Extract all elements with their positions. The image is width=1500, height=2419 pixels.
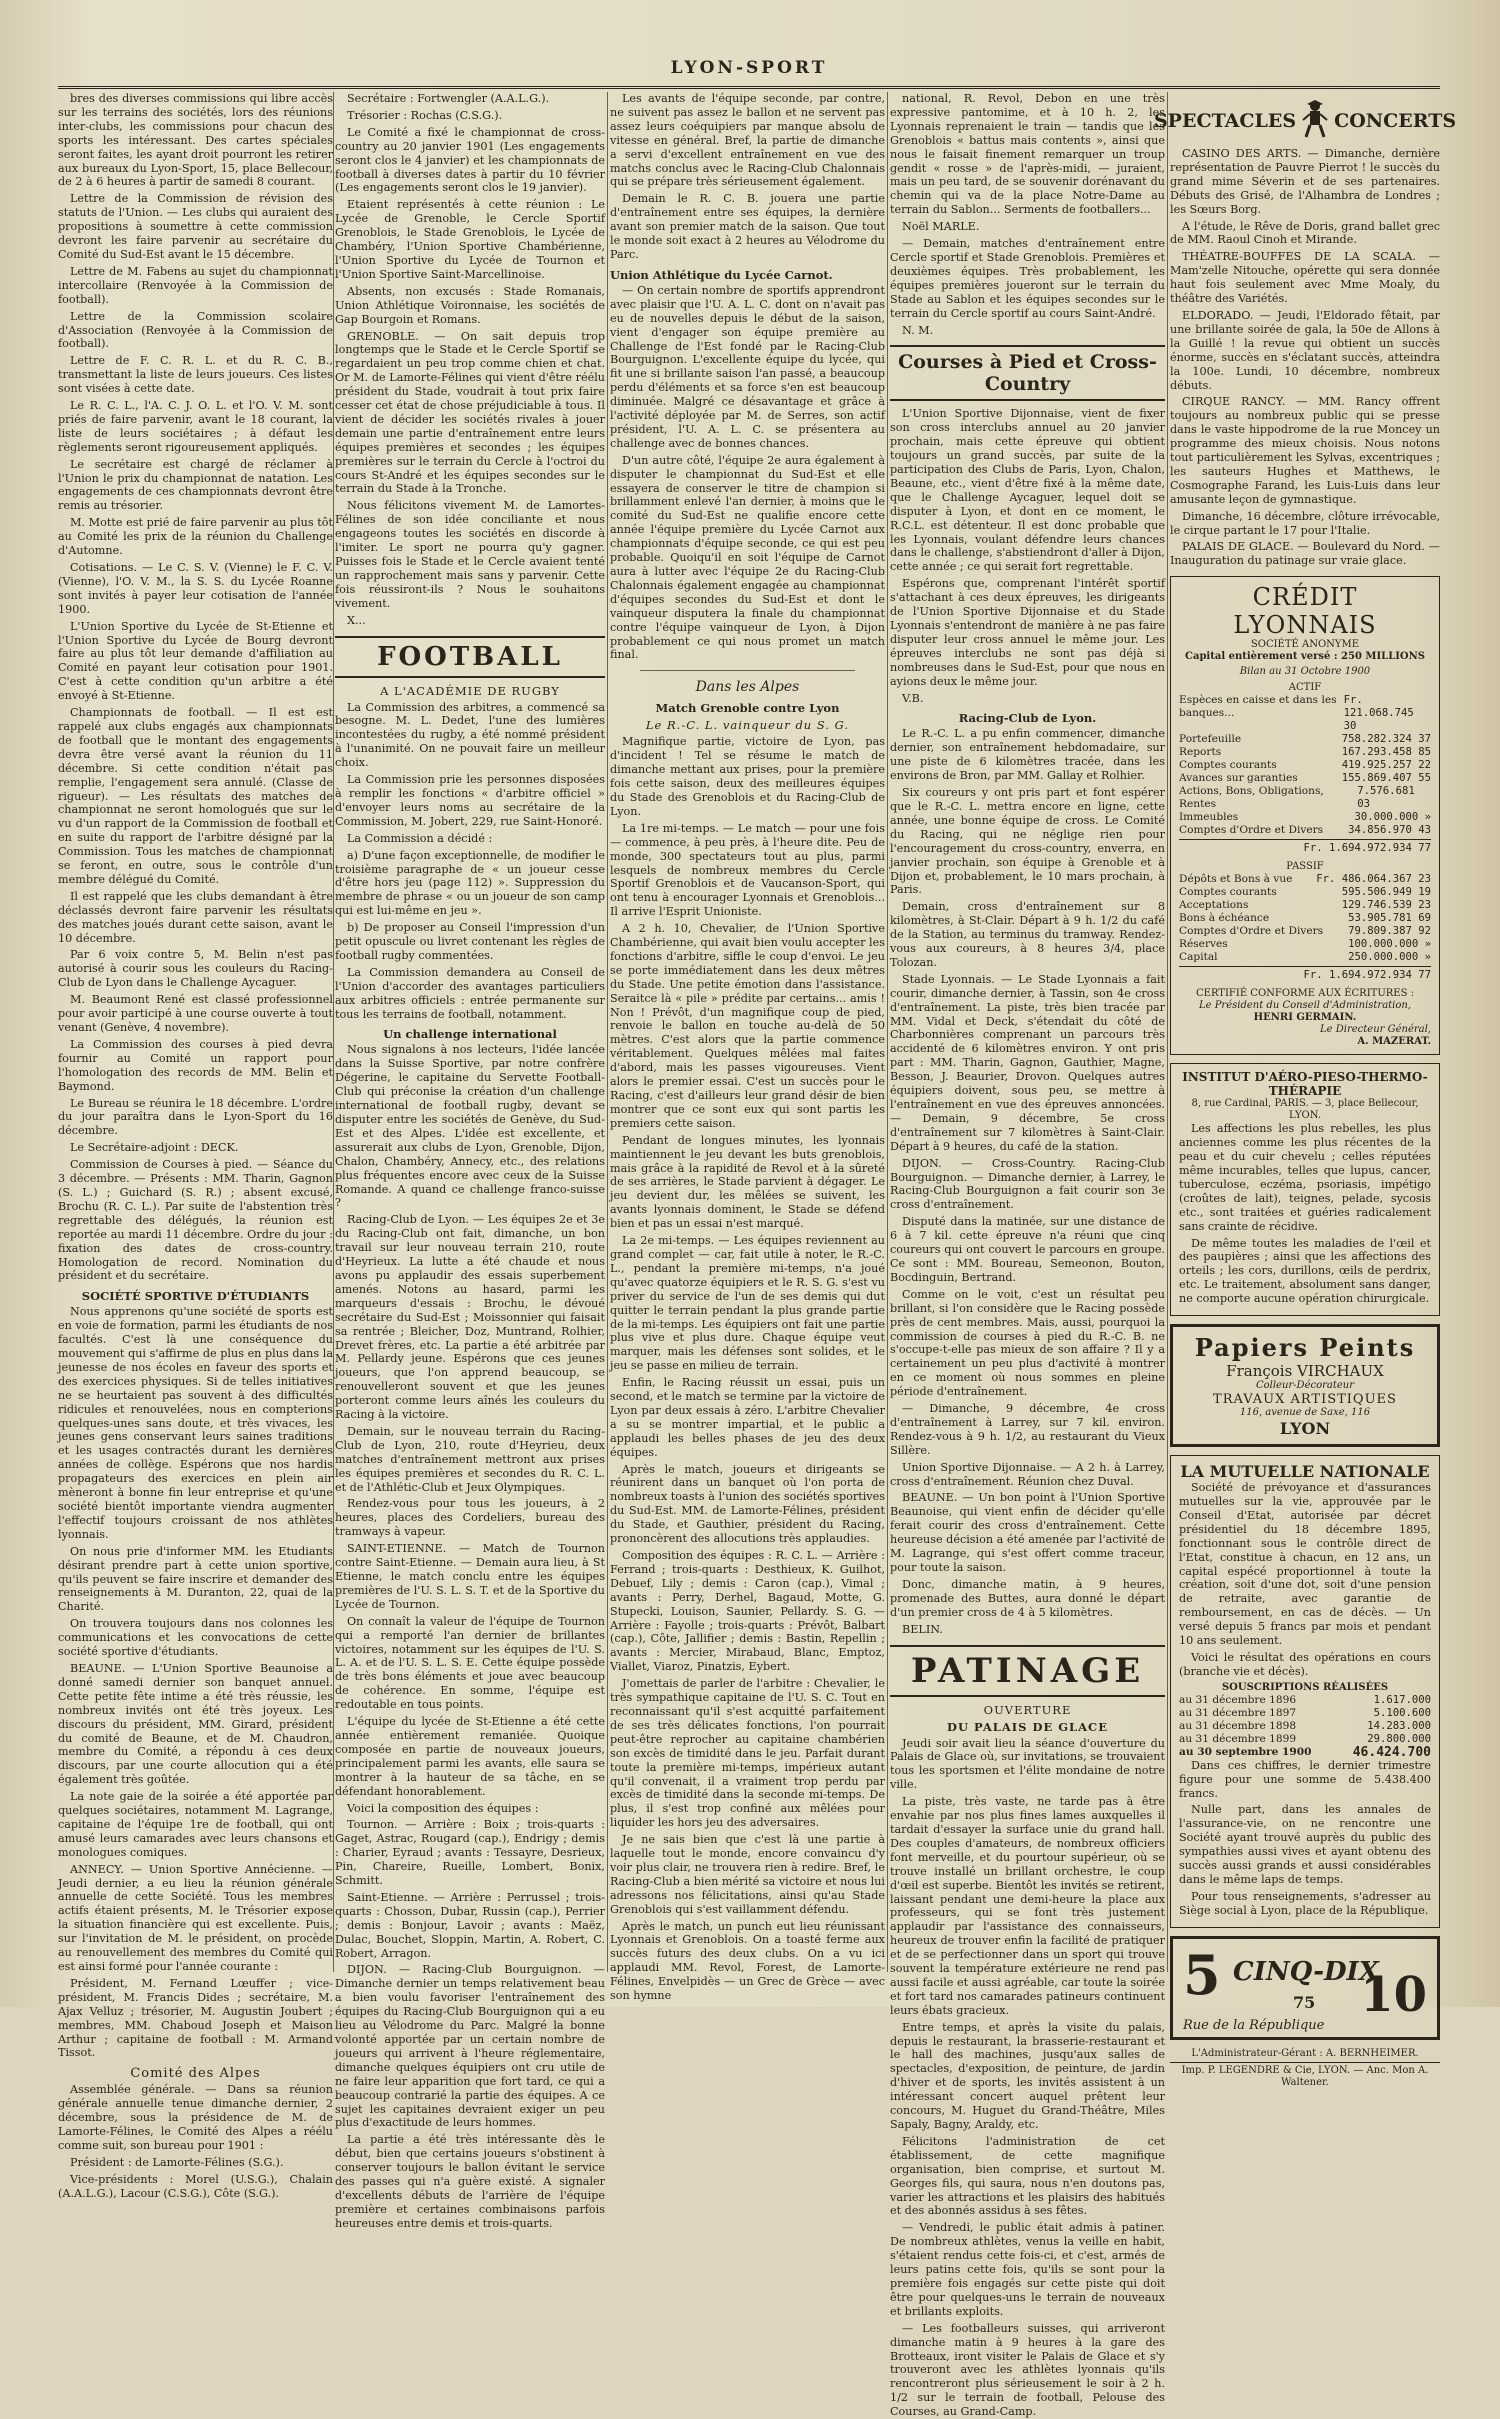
- signature: Noël MARLE.: [902, 220, 980, 234]
- row-label: au 31 décembre 1898: [1179, 1719, 1297, 1732]
- paragraph: La Commission prie les personnes disposées à remplir les fonctions « d'arbitre officiel » d'envoyer leurs noms au secrétaire de la Commission, M. Jobert, 229, rue Saint-Honoré.: [335, 773, 605, 828]
- table-row: [1179, 1707, 1431, 1720]
- row-label: Comptes d'Ordre et Divers: [1179, 824, 1324, 837]
- ad-title: INSTITUT D'AÉRO-PIESO-THERMO-THÉRAPIE: [1182, 1070, 1428, 1099]
- paragraph: Il est rappelé que les clubs demandant à être déclassés devront faire parvenir les résultats des matches joués durant cette saison, avant le 10 décembre.: [58, 889, 333, 945]
- row-value: 419.925.257 22: [1341, 759, 1431, 772]
- row-label: Acceptations: [1179, 899, 1249, 912]
- ad-title: CRÉDIT LYONNAIS: [1233, 583, 1377, 640]
- paragraph: La Commission demandera au Conseil de l'Union d'accorder des avantages particuliers aux arbitres officiels : entrée permanente sur tous les terrains de football, notamment.: [335, 965, 605, 1021]
- paragraph: — Vendredi, le public était admis à patiner. De nombreux athlètes, venus la veille en habit, s'étaient rendus cette fois-ci, et c'est, armés de leurs patins cette fois, qu'ils se sont pour la première fois engagés sur cette piste qui doit être pour quelques-uns le terrain de nouveaux et brillants exploits.: [890, 2221, 1165, 2318]
- paragraph: A l'étude, le Rêve de Doris, grand ballet grec de MM. Raoul Cinoh et Mirande.: [1170, 219, 1440, 247]
- paragraph: Donc, dimanche matin, à 9 heures, promenade des Buttes, aura donné le départ d'un premier cross de 4 à 5 kilomètres.: [890, 1577, 1165, 1619]
- signatory-title: Le Président du Conseil d'Administration,: [1198, 1000, 1412, 1012]
- row-value: Fr. 486.064.367 23: [1316, 873, 1431, 886]
- paragraph: ANNECY. — Union Sportive Annécienne. — Jeudi dernier, a eu lieu la réunion générale annuelle de cette Société. Tous les membres actifs étaient présents, M. le Trésorier expose la situation financière qui est excellente. Puis, sur l'invitation de M. le président, on procède au renouvellement des membres du Comité qui est ainsi formé pour l'année courante :: [58, 1862, 333, 1973]
- section-subtitle: Le R.-C. L. vainqueur du S. G.: [645, 718, 850, 733]
- row-value: 758.282.324 37: [1341, 733, 1431, 746]
- row-label: Dépôts et Bons à vue: [1179, 873, 1293, 886]
- paragraph: Disputé dans la matinée, sur une distance de 6 à 7 kil. cette épreuve n'a réuni que cinq coureurs qui ont couvert le parcours en groupe. Ce sont : MM. Boureau, Semeonon, Bouton, Bocdinguin, Bertrand.: [890, 1215, 1165, 1284]
- paragraph: Absents, non excusés : Stade Romanais, Union Athlétique Voironnaise, les sociétés de Gap Bourgoin et Romans.: [335, 284, 605, 326]
- paragraph: Tournon. — Arrière : Boix ; trois-quarts : Gaget, Astrac, Rougard (cap.), Endrigy ; demis : Charier, Eyraud ; avants : Tessayre, Desrieux, Pin, Chareire, Rueille, Lombert, Bonix, Schmitt.: [335, 1818, 605, 1888]
- paragraph: De même toutes les maladies de l'œil et des paupières ; ainsi que les affections des orteils ; les cors, durillons, œils de perdrix, etc. Le traitement, absolument sans danger, ne comporte aucune opération chirurgicale.: [1179, 1236, 1431, 1306]
- paragraph: Rendez-vous pour tous les joueurs, à 2 heures, places des Cordeliers, bureau des tramways à vapeur.: [335, 1497, 605, 1539]
- actif-label: ACTIF: [1288, 682, 1322, 694]
- paragraph: b) De proposer au Conseil l'impression d'un petit opuscule ou livret contenant les règles de football rugby commentées.: [335, 921, 605, 962]
- paragraph: Le secrétaire est chargé de réclamer à l'Union le prix du championnat de natation. Les engagements de ces championnats devront être remis au trésorier.: [58, 457, 333, 513]
- row-label: au 31 décembre 1899: [1179, 1732, 1297, 1745]
- paragraph: M. Beaumont René est classé professionnel pour avoir participé à une course ouverte à tout venant (Genève, 4 novembre).: [58, 993, 333, 1034]
- column-rule: [333, 92, 334, 1972]
- patinage-title: PATINAGE: [890, 1645, 1165, 1697]
- paragraph: Le Comité a fixé le championnat de cross-country au 20 janvier 1901 (Les engagements seront clos le 4 janvier) et les championnats de football à diverses dates à partir du 10 février (Les engagements seront clos le 19 janvier).: [335, 125, 605, 195]
- paragraph: La partie a été très intéressante dès le début, bien que certains joueurs s'obstinent à conserver toujours le ballon évitant le service des passes qui n'a guère existé. A signaler d'excellents débuts de l'arrière de l'équipe première et certaines combinaisons parfois heureuses entre demis et trois-quarts.: [335, 2133, 605, 2230]
- ad-address: Rue de la République: [1183, 2017, 1325, 2033]
- row-value: 100.000.000 »: [1348, 938, 1431, 951]
- paragraph: Enfin, le Racing réussit un essai, puis un second, et le match se termine par la victoire de Lyon par deux essais à zéro. L'arbitre Chevalier a su se montrer impartial, et le public a applaudi les belles phases de jeu des deux équipes.: [610, 1376, 885, 1459]
- paragraph: — Dimanche, 9 décembre, 4e cross d'entraînement à Larrey, sur 7 kil. environ. Rendez-vous à 9 h. 1/2, au restaurant du Vieux Sillère.: [890, 1402, 1165, 1457]
- table-row: [1179, 746, 1431, 759]
- row-label: Comptes d'Ordre et Divers: [1179, 925, 1324, 938]
- table-row: [1179, 759, 1431, 772]
- row-value: 1.617.000: [1373, 1693, 1431, 1706]
- paragraph: La 1re mi-temps. — Le match — pour une fois — commence, à peu près, à l'heure dite. Peu de monde, 300 spectateurs tout au plus, parmi lesquels de nombreux membres du Cercle Sportif Grenoblois et de Vaucanson-Sport, qui ont tenu à encourager Lyonnais et Grenoblois... Il arrive l'Esprit Unioniste.: [610, 821, 885, 919]
- paragraph: Je ne sais bien que c'est là une partie à laquelle tout le monde, encore convaincu d'y voir plus clair, ne trouvera rien à redire. Bref, le Racing-Club a bien mérité sa victoire et nous lui adressons nos félicitations, ainsi qu'au Stade Grenoblois qui s'est vaillamment défendu.: [610, 1833, 885, 1916]
- paragraph: Entre temps, et après la visite du palais, depuis le restaurant, la brasserie-restaurant et le hall des machines, jusqu'aux salles de spectacles, d'exposition, de peinture, de jardin d'hiver et de sports, les invités assistent à un intéressant concert auquel prêtent leur concours, M. Huguet du Grand-Théâtre, Miles Sapaly, Bagny, Araldy, etc.: [890, 2020, 1165, 2131]
- paragraph: On connaît la valeur de l'équipe de Tournon qui a remporté l'an dernier de brillantes victoires, notamment sur les équipes de l'U. S. L. A. et de l'U. S. L. S. E. Cette équipe possède de très bons éléments et joue avec beaucoup de cohérence. En somme, l'équipe est redoutable en tous points.: [335, 1614, 605, 1712]
- column-rule: [887, 92, 888, 1972]
- column-1: [58, 92, 333, 2200]
- paragraph: Pour tous renseignements, s'adresser au Siège social à Lyon, place de la République.: [1179, 1889, 1431, 1917]
- ad-subtitle: SOCIÉTÉ ANONYME: [1250, 639, 1360, 651]
- table-row: [1179, 772, 1431, 785]
- section-heading: Match Grenoble contre Lyon: [655, 701, 840, 716]
- paragraph: La Commission des courses à pied devra fournir au Comité un rapport pour l'homologation des records de MM. Belin et Baymond.: [58, 1037, 333, 1093]
- paragraph: Les avants de l'équipe seconde, par contre, ne suivent pas assez le ballon et ne servent pas assez leurs coéquipiers par manque absolu de vitesse en général. Bref, la partie de dimanche a servi d'excellent entraînement en vue des matchs conclus avec le Racing-Club Chalonnais qui se prépare très sérieusement également.: [610, 92, 885, 189]
- table-row: [1179, 824, 1431, 837]
- paragraph: Voici le résultat des opérations en cours (branche vie et décès).: [1179, 1650, 1431, 1678]
- signature: Le Secrétaire-adjoint : DECK.: [70, 1141, 239, 1155]
- row-label: Bons à échéance: [1179, 912, 1270, 925]
- column-4: [890, 92, 1165, 2419]
- ad-number: 75: [1293, 1992, 1316, 2012]
- section-subtitle: OUVERTURE: [983, 1702, 1072, 1717]
- papiers-peints-ad: [1170, 1324, 1440, 1447]
- imprint: Imp. P. LEGENDRE & Cie, LYON. — Anc. Mon A. Waltener.: [1170, 2062, 1440, 2089]
- signature: BELIN.: [902, 1622, 943, 1636]
- section-heading: Un challenge international: [383, 1027, 557, 1042]
- row-value: 14.283.000: [1367, 1719, 1431, 1732]
- paragraph: L'Union Sportive du Lycée de St-Etienne et l'Union Sportive du Lycée de Bourg devront faire au plus tôt leur demande d'affiliation au Comité en payant leur cotisation pour 1901. C'est à cette condition qu'un arbitre a été envoyé à St-Etienne.: [58, 619, 333, 703]
- ad-number: 5: [1183, 1942, 1221, 2007]
- row-value: 595.506.949 19: [1341, 886, 1431, 899]
- paragraph: Lettre de la Commission de révision des statuts de l'Union. — Les clubs qui auraient des propositions à soumettre à cette commission devront les faire parvenir au secrétaire du Comité du Sud-Est avant le 15 décembre.: [58, 192, 333, 261]
- paragraph: Trésorier : Rochas (C.S.G.).: [347, 108, 503, 122]
- paragraph: Par 6 voix contre 5, M. Belin n'est pas autorisé à courir sous les couleurs du Racing-Club de Lyon dans le Challenge Aycaguer.: [58, 948, 333, 990]
- paragraph: Nous apprenons qu'une société de sports est en voie de formation, parmi les étudiants de nos facultés. C'est là une conséquence du mouvement qui s'affirme de plus en plus dans la jeunesse de nos écoles en faveur des sports et des exercices physiques. Si de telles initiatives ne se heurtaient pas souvent à des difficultés ridicules et renouvelées, nous en compterions quelques-unes sans doute, et très vivaces, les jeunes gens conservant leurs saines traditions et les usages contractés durant les dernières années de collège. Espérons que nos hardis propagateurs des exercices en plein air mèneront à bonne fin leur entreprise et qu'une société bientôt importante viendra augmenter l'effectif toujours croissant de nos athlètes lyonnais.: [58, 1305, 333, 1541]
- ad-subtitle: Colleur-Décorateur: [1255, 1380, 1355, 1392]
- signatory-title: Le Directeur Général,: [1320, 1024, 1431, 1036]
- paragraph: — Demain, matches d'entraînement entre Cercle sportif et Stade Grenoblois. Premières et deuxièmes équipes. Très probablement, les équipes premières joueront sur le terrain du Stade au Sablon et les équipes secondes sur le terrain du Cercle sportif au cours Saint-André.: [890, 237, 1165, 320]
- paragraph: Espérons que, comprenant l'intérêt sportif s'attachant à ces deux épreuves, les dirigeants de l'Union Sportive Dijonnaise et du Stade Lyonnais s'entendront de manière à ne pas faire disputer leur cross annuel le même jour. Les épreuves interclubs ne sont pas déjà si nombreuses dans le Sud-Est, pour que nous en ayions deux le même jour.: [890, 577, 1165, 688]
- table-row: [1179, 811, 1431, 824]
- ad-subtitle: Capital entièrement versé : 250 MILLIONS: [1185, 651, 1425, 663]
- column-rule: [607, 92, 608, 1972]
- paragraph: Vice-présidents : Morel (U.S.G.), Chalain (A.A.L.G.), Lacour (C.S.G.), Côte (S.G.).: [58, 2172, 333, 2200]
- admin-line: L'Administrateur-Gérant : A. BERNHEIMER.: [1191, 2047, 1419, 2059]
- row-label: Capital: [1179, 951, 1218, 964]
- paragraph: Demain, cross d'entraînement sur 8 kilomètres, à St-Clair. Départ à 9 h. 1/2 du café de la Station, au terminus du tramway. Rendez-vous aux coureurs, à 8 heures 3/4, place Tolozan.: [890, 900, 1165, 969]
- row-label: au 31 décembre 1896: [1179, 1693, 1297, 1706]
- paragraph: national, R. Revol, Debon en une très expressive pantomime, et à 10 h. 2, les Lyonnais reprenaient le train — tandis que les Grenoblois « battus mais contents », ainsi que nous le faisait finement remarquer un troup gendit « rosse » de l'après-midi, — juraient, mais un peu tard, de se souvenir dorénavant du chemin qui va de la place Notre-Dame au terrain du Sablon... Serments de footballers...: [890, 92, 1165, 217]
- institut-ad: [1170, 1063, 1440, 1316]
- paragraph: BEAUNE. — L'Union Sportive Beaunoise a donné samedi dernier son banquet annuel. Cette petite fête intime a été très réussie, les nombreux invités ont été très joyeux. Les discours du président, MM. Girard, président du comité de Beaune, et de M. Chaudron, membre du Comité, a répondu à ces deux discours, par une courte allocution qui a été également très goûtée.: [58, 1661, 333, 1787]
- paragraph: bres des diverses commissions qui libre accès sur les terrains des sociétés, lors des réunions inter-clubs, les commissions pour chacun des sports les intéressant. Des cartes spéciales seront faites, les ayant droit pourront les retirer aux bureaux du Lyon-Sport, 15, place Bellecour, de 2 à 6 heures à partir de samedi 8 courant.: [58, 92, 333, 189]
- paragraph: Dimanche, 16 décembre, clôture irrévocable, le cirque partant le 17 pour l'Italie.: [1170, 509, 1440, 537]
- subscriptions-table: [1179, 1694, 1431, 1746]
- paragraph: Nous signalons à nos lecteurs, l'idée lancée dans la Suisse Sportive, par notre confrère Dégerine, le capitaine du Servette Football-Club qui préconise la création d'un challenge international de football rugby, devant se disputer entre les sociétés de Genève, du Sud-Est et des Alpes. L'idée est excellente, et assurerait aux clubs de Lyon, Grenoble, Dijon, Chalon, Chambéry, Annecy, etc., des relations plus fréquentes encore avec ceux de la Suisse Romande. A quand ce challenge franco-suisse ?: [335, 1043, 605, 1210]
- row-value: 29.800.000: [1367, 1732, 1431, 1745]
- paragraph: La Commission a décidé :: [347, 831, 493, 845]
- table-row: [1179, 912, 1431, 925]
- row-label: Reports: [1179, 746, 1222, 759]
- paragraph: La Commission des arbitres, a commencé sa besogne. M. L. Dedet, l'une des lumières incontestées du rugby, a été nommé président à l'unanimité. On ne pouvait faire un meilleur choix.: [335, 700, 605, 770]
- paragraph: Société de prévoyance et d'assurances mutuelles sur la vie, approuvée par le Conseil d'Etat, autorisée par décret présidentiel du 18 décembre 1895, fonctionnant sous le contrôle direct de l'Etat, constitue à chacun, en 12 ans, un capital espécé proportionnel à toute la création, soit d'une dot, soit d'une pension de retraite, avec garantie de remboursement, en cas de décès. — Un versé depuis 5 francs par mois et pendant 10 ans seulement.: [1179, 1481, 1431, 1648]
- paragraph: PALAIS DE GLACE. — Boulevard du Nord. — Inauguration du patinage sur vraie glace.: [1170, 540, 1440, 568]
- section-subtitle: A L'ACADÉMIE DE RUGBY: [380, 683, 560, 698]
- row-label: Réserves: [1179, 938, 1228, 951]
- paragraph: Après le match, un punch eut lieu réunissant Lyonnais et Grenoblois. On a toasté ferme aux succès futurs des deux clubs. On a vu ici applaudi MM. Revol, Forest, de Lamorte-Félines, Envelpidès — un Grec de Grèce — avec son hymne: [610, 1919, 885, 2003]
- paragraph: — On certain nombre de sportifs apprendront avec plaisir que l'U. A. L. C. dont on n'avait pas eu de nouvelles depuis le début de la saison, vient d'engager son équipe première au Challenge de l'Est fondé par le Racing-Club Bourguignon. L'excellente équipe du lycée, qui fit une si brillante saison l'an passé, a beaucoup perdu d'éléments et sa force s'en est beaucoup diminuée. Malgré ce désavantage et grâce à l'activité déployée par M. de Serres, son actif président, l'U. A. L. C. se présentera au challenge avec de bonnes chances.: [610, 283, 885, 450]
- table-row: [1179, 873, 1431, 886]
- cinq-dix-ad: [1170, 1936, 1440, 2040]
- paragraph: Demain le R. C. B. jouera une partie d'entraînement entre ses équipes, la dernière avant son premier match de la saison. Que tout le monde soit exact à 2 heures au Vélodrome du Parc.: [610, 192, 885, 261]
- table-row: [1179, 951, 1431, 964]
- column-rule: [1167, 92, 1168, 1972]
- row-label: Avances sur garanties: [1179, 772, 1298, 785]
- paragraph: On nous prie d'informer MM. les Etudiants désirant prendre part à cette union sportive, qu'ils peuvent se faire inscrire et demander des renseignements à M. Duranton, 22, quai de la Charité.: [58, 1544, 333, 1614]
- passif-table: [1179, 873, 1431, 964]
- row-value: 250.000.000 »: [1348, 951, 1431, 964]
- row-value: 53.905.781 69: [1348, 912, 1431, 925]
- paragraph: ELDORADO. — Jeudi, l'Eldorado fêtait, par une brillante soirée de gala, la 50e de Allons à la Guillé ! la revue qui obtient un succès énorme, succès en s'éclatant succès, atteindra la 100e. Lundi, 10 décembre, nombreux débuts.: [1170, 308, 1440, 392]
- table-row: [1179, 694, 1431, 733]
- paragraph: Le Bureau se réunira le 18 décembre. L'ordre du jour paraîtra dans le Lyon-Sport du 16 décembre.: [58, 1096, 333, 1138]
- paragraph: Magnifique partie, victoire de Lyon, pas d'incident ! Tel se résume le match de dimanche mettant aux prises, pour la première fois cette saison, deux des meilleures équipes du Stade des Grenoblois et du Racing-Club de Lyon.: [610, 735, 885, 818]
- actif-table: [1179, 694, 1431, 837]
- paragraph: La 2e mi-temps. — Les équipes reviennent au grand complet — car, fait utile à noter, le R.-C. L., pendant la première mi-temps, n'a joué qu'avec quatorze équipiers et le R. S. G. s'est vu priver du service de l'un de ses demis qui dut quitter le terrain pendant la plus grande partie de la mi-temps. Les équipiers ont fait une partie plus vive et plus dure. Chaque équipe veut marquer, mais les défenses sont solides, et le jeu se passe en milieu de terrain.: [610, 1234, 885, 1373]
- paragraph: DIJON. — Racing-Club Bourguignon. — Dimanche dernier un temps relativement beau a bien voulu favoriser l'entraînement des équipes du Racing-Club Bourguignon qui a eu lieu au Vélodrome du Parc. Malgré la bonne volonté apportée par un certain nombre de joueurs qui arrivent à l'heure réglementaire, dimanche quelques équipiers ont cru utile de ne faire leur apparition que fort tard, ce qui a beaucoup contrarié la partie des équipes. A ce sujet les capitaines devraient exiger un peu plus d'exactitude de leurs hommes.: [335, 1963, 605, 2130]
- row-value: 129.746.539 23: [1341, 899, 1431, 912]
- divider: [640, 670, 855, 671]
- table-row: [1179, 925, 1431, 938]
- paragraph: Composition des équipes : R. C. L. — Arrière : Ferrand ; trois-quarts : Desthieux, K. Guilhot, Debuef, Lily ; demis : Caron (cap.), Vimal ; avants : Perry, Derhel, Bagaud, Motte, G. Stupecki, Louison, Saunier, Pellardy. S. G. — Arrière : Fayolle ; trois-quarts : Prévôt, Balbart (cap.), Côte, Jallifier ; demis : Bastin, Repellin ; avants : Mercier, Mirabaud, Blanc, Emptoz, Viallet, Viaroz, Pinatzis, Eybert.: [610, 1549, 885, 1674]
- column-3: [610, 92, 885, 2003]
- actif-total: Fr. 1.694.972.934 77: [1179, 839, 1431, 855]
- row-value: 34.856.970 43: [1348, 824, 1431, 837]
- paragraph: CASINO DES ARTS. — Dimanche, dernière représentation de Pauvre Pierrot ! le succès du grand mime Séverin et de ses partenaires. Débuts des Grisé, de l'Alhambra de Londres ; les Sœurs Borg.: [1170, 147, 1440, 216]
- paragraph: Pendant de longues minutes, les lyonnais maintiennent le jeu devant les buts grenoblois, mais grâce à la rapidité de Revol et à la sûreté de ses arrières, le Stade parvient à dégager. Le jeu devient dur, les mêlées se suivent, les avants lyonnais dominent, le Stade se défend bien et pas un essai n'est marqué.: [610, 1133, 885, 1231]
- paragraph: Le R. C. L., l'A. C. J. O. L. et l'O. V. M. sont priés de faire parvenir, avant le 18 courant, la liste de leurs sociétaires ; à défaut les règlements seront rigoureusement appliqués.: [58, 399, 333, 454]
- masthead: [58, 50, 1440, 89]
- paragraph: Union Sportive Dijonnaise. — A 2 h. à Larrey, cross d'entraînement. Réunion chez Duval.: [890, 1460, 1165, 1488]
- section-subtitle: DU PALAIS DE GLACE: [947, 1719, 1108, 1734]
- paragraph: Le R.-C. L. a pu enfin commencer, dimanche dernier, son entraînement hebdomadaire, sur une piste de 6 kilomètres tracée, dans les environs de Bron, par MM. Gallay et Rolhier.: [890, 727, 1165, 783]
- football-title: FOOTBALL: [335, 636, 605, 678]
- column-2: [335, 92, 605, 2230]
- paragraph: Voici la composition des équipes :: [347, 1801, 539, 1815]
- paragraph: — Les footballeurs suisses, qui arriveront dimanche matin à 9 heures à la gare des Brotteaux, iront visiter le Palais de Glace et s'y trouveront avec les athlètes lyonnais qu'ils rencontreront plus sérieusement le soir à 2 h. 1/2 sur le terrain de football, Pelouse des Courses, au Grand-Camp.: [890, 2321, 1165, 2419]
- column-5: [1153, 92, 1457, 2088]
- paragraph: Jeudi soir avait lieu la séance d'ouverture du Palais de Glace où, sur invitations, se trouvaient tous les sportsmen et l'élite mondaine de notre ville.: [890, 1736, 1165, 1792]
- row-value: 79.809.387 92: [1348, 925, 1431, 938]
- paragraph: DIJON. — Cross-Country. Racing-Club Bourguignon. — Dimanche dernier, à Larrey, le Racing-Club Bourguignon a fait courir son 3e cross d'entraînement.: [890, 1156, 1165, 1212]
- spectacles-title-b: CONCERTS: [1334, 109, 1457, 132]
- section-heading: Union Athlétique du Lycée Carnot.: [610, 267, 833, 282]
- paragraph: Lettre de la Commission scolaire d'Association (Renvoyée à la Commission de football).: [58, 309, 333, 351]
- ad-title: CINQ-DIX: [1233, 1956, 1379, 1987]
- paragraph: Les affections les plus rebelles, les plus anciennes comme les plus récentes de la peau et du cuir chevelu ; celles réputées même incurables, telles que lupus, cancer, tuberculose, eczéma, psoriasis, impétigo (croûtes de lait), teignes, pelade, sycosis etc., sont traitées et guéries radicalement sans crainte de récidive.: [1179, 1122, 1431, 1233]
- paragraph: Racing-Club de Lyon. — Les équipes 2e et 3e du Racing-Club ont fait, dimanche, un bon travail sur leur nouveau terrain 210, route d'Heyrieux. La lutte a été chaude et nous avons pu applaudir des essais superbement amenés. Notons au hasard, parmi les marqueurs d'essais : Brochu, le dévoué secrétaire du Sud-Est ; Moissonnier qui faisait sa rentrée ; Bleicher, Doz, Muntrand, Rolhier, Drevet frères, etc. La partie a été arbitrée par M. Pellardy jeune. Espérons que ces jeunes joueurs, que l'on apprend beaucoup, se renouvelleront souvent et que les jeunes porteront comme leurs aînés les couleurs du Racing à la victoire.: [335, 1213, 605, 1422]
- ad-name: François VIRCHAUX: [1226, 1362, 1384, 1381]
- paragraph: BEAUNE. — Un bon point à l'Union Sportive Beaunoise, qui vient enfin de décider qu'elle ferait courir des cross d'entraînement. Cette heureuse décision a été amenée par l'activité de M. Lagrange, qui s'est offert comme traceur, pour toute la saison.: [890, 1491, 1165, 1574]
- paragraph: J'omettais de parler de l'arbitre : Chevalier, le très sympathique capitaine de l'U. S. C. Tout en reconnaissant qu'il s'est acquitté parfaitement de ses très délicates fonctions, l'on pourrait peut-être reprocher au capitaine chambérien son excès de timidité dans le jeu. Parfait durant toute la première mi-temps, impérieux autant qu'il convenait, il a vraiment trop perdu par excès de timidité dans la seconde mi-temps. De plus, il s'est trop confiné aux mêlées pour liquider les hors jeu des adversaires.: [610, 1677, 885, 1830]
- paragraph: Commission de Courses à pied. — Séance du 3 décembre. — Présents : MM. Tharin, Gagnon (S. L.) ; Guichard (S. R.) ; absent excusé, Brochu (R. C. L.). Par suite de l'abstention très regrettable des délégués, la réunion est reportée au mardi 11 décembre. Ordre du jour : fixation des dates de cross-country. Homologation de record. Nomination du président et du secrétaire.: [58, 1158, 333, 1283]
- table-row: [1179, 886, 1431, 899]
- paragraph: Nulle part, dans les annales de l'assurance-vie, on ne rencontre une Société ayant trouvé auprès du public des sympathies aussi vives et ayant obtenu des succès aussi grands et aussi considérables dans le même laps de temps.: [1179, 1803, 1431, 1886]
- paragraph: Après le match, joueurs et dirigeants se réunirent dans un banquet où l'on porta de nombreux toasts à l'union des sociétés sportives du Sud-Est. MM. de Lamorte-Félines, président du Stade, et Gauthier, président du Racing, prononcèrent des allocutions très applaudies.: [610, 1462, 885, 1546]
- paragraph: Secrétaire : Fortwengler (A.A.L.G.).: [347, 92, 550, 105]
- row-label: Comptes courants: [1179, 886, 1277, 899]
- table-row: [1179, 938, 1431, 951]
- signature: X...: [347, 613, 366, 627]
- spectacles-header: [1153, 98, 1457, 143]
- paragraph: Demain, sur le nouveau terrain du Racing-Club de Lyon, 210, route d'Heyrieu, deux matches d'entraînement mettront aux prises les équipes premières et secondes du R. C. L. et de l'Athlétic-Club et Jeux Olympiques.: [335, 1424, 605, 1494]
- ad-number: 10: [1360, 1966, 1427, 2023]
- paragraph: A 2 h. 10, Chevalier, de l'Union Sportive Chambérienne, qui avait bien voulu accepter les fonctions d'arbitre, siffle le coup d'envoi. Le jeu se porte immédiatement dans les deux mêtres du Stade. Une petite émotion dans l'assistance. Seraitce là « pile » prédite par certains... amis ! Non ! Prévôt, d'un magnifique coup de pied, renvoie le ballon en touche au-delà de 50 mètres. C'est alors que la partie commence véritablement. Quelques mêlées mal faites d'abord, mais les passes vigoureuses. Vient alors le premier essai. C'est un succès pour le Racing, c'est d'ailleurs leur grand désir de bien montrer que ce sont eux qui sont partis les premiers cette saison.: [610, 922, 885, 1130]
- paragraph: La piste, très vaste, ne tarde pas à être envahie par nos plus fines lames auxquelles il tardait d'essayer la surface unie du grand hall. Des couples d'amateurs, de nombreux officiers font merveille, et du pourtour supérieur, où se trouve installé un brillant orchestre, le coup d'œil est superbe. Bientôt les invités se retirent, laissant pendant une demi-heure la place aux professeurs, qui se font très justement applaudir par l'assistance des connaisseurs, heureux de trouver enfin la facilité de pratiquer et de se perfectionner dans un sport qui trouve souvent la température extérieure ne rend pas aussi facile et aussi agréable, car toute la soirée et fort tard nos camarades patineurs continuent leurs ébats gracieux.: [890, 1795, 1165, 2017]
- signatory-name: HENRI GERMAIN.: [1253, 1012, 1357, 1024]
- masthead-title: LYON-SPORT: [670, 58, 828, 78]
- signatory-name: A. MAZERAT.: [1357, 1036, 1431, 1048]
- row-label: Portefeuille: [1179, 733, 1242, 746]
- paragraph: Président : de Lamorte-Félines (S.G.).: [70, 2155, 284, 2169]
- paragraph: D'un autre côté, l'équipe 2e aura également à disputer le championnat du Sud-Est et elle essayera de conserver le titre de champion si brillamment enlevé l'an dernier, à moins que le comité du Sud-Est ne qualifie encore cette année l'équipe première du Lycée Carnot aux championnats d'équipe seconde, ce qui est peu probable. Quoiqu'il en soit l'équipe de Carnot aura à lutter avec l'équipe 2e du Racing-Club Chalonnais également engagée au championnat d'équipes secondes du Sud-Est et dont le vainqueur disputera la finale du championnat contre l'équipe vainqueur de Lyon, à Dijon probablement ce qui nous promet un match final.: [610, 453, 885, 662]
- row-label: au 31 décembre 1897: [1179, 1706, 1297, 1719]
- paragraph: Cotisations. — Le C. S. V. (Vienne) le F. C. V. (Vienne), l'O. V. M., la S. S. du Lycée Roanne sont invités à payer leur cotisation de l'année 1900.: [58, 561, 333, 616]
- table-row: [1179, 1733, 1431, 1746]
- row-value: 30.000.000 »: [1354, 811, 1431, 824]
- section-heading: Comité des Alpes: [130, 2066, 261, 2082]
- table-row: [1179, 1720, 1431, 1733]
- spectacles-title-a: SPECTACLES: [1153, 109, 1297, 132]
- paragraph: Lettre de M. Fabens au sujet du championnat intercollaire (Renvoyée à la Commission de football).: [58, 264, 333, 306]
- paragraph: La note gaie de la soirée a été apportée par quelques sociétaires, notamment M. Lagrange, capitaine de l'équipe 1re de football, qui ont amusé leurs camarades avec leurs chansons et monologues comiques.: [58, 1790, 333, 1859]
- ad-address: 8, rue Cardinal, PARIS. — 3, place Bellecour, LYON.: [1191, 1098, 1419, 1122]
- paragraph: On trouvera toujours dans nos colonnes les communications et les convocations de cette société sportive d'étudiants.: [58, 1617, 333, 1659]
- ad-title: Papiers Peints: [1194, 1333, 1416, 1363]
- jester-icon: [1300, 98, 1330, 143]
- row-value: 7.576.681 03: [1357, 785, 1415, 811]
- mutuelle-ad: [1170, 1455, 1440, 1928]
- paragraph: Félicitons l'administration de cet établissement, de cette magnifique organisation, bien comprise, et surtout M. Georges fils, qui saura, nous n'en doutons pas, varier les attractions et les plaisirs des habitués et des abonnés assidus à ses fêtes.: [890, 2134, 1165, 2218]
- row-value: 5.100.600: [1373, 1706, 1431, 1719]
- signature: V.B.: [902, 691, 924, 705]
- paragraph: a) D'une façon exceptionnelle, de modifier le troisième paragraphe de « un joueur cesse d'être hors jeu (page 112) ». Suppression du membre de phrase « ou un joueur de son camp qui est lui-même en jeu ».: [335, 848, 605, 918]
- paragraph: Stade Lyonnais. — Le Stade Lyonnais a fait courir, dimanche dernier, à Tassin, son 4e cross d'entraînement. La piste, très bien tracée par MM. Vidal et Deck, s'étendait du côté de Charbonnières comprenant un parcours très accidenté de 6 kilomètres environ. Y ont pris part : MM. Tharin, Gagnon, Gauthier, Magne, Besson, J. Beaurier, Drovon. Quelques autres équipiers doivent, sous peu, se mettre à l'entraînement en vue des épreuves annoncées. — Demain, 9 décembre, 5e cross d'entraînement sur 7 kilomètres à Saint-Clair. Départ à 9 heures, du café de la station.: [890, 972, 1165, 1153]
- paragraph: Championnats de football. — Il est est rappelé aux clubs engagés aux championnats de football que le montant des engagements devra être versé avant la réunion du 11 décembre. Si cette condition n'était pas remplie, l'engagement sera annulé. (Classe de rigueur). — Les résultats des matches de championnat ne seront homologués que sur le vu d'un rapport de la Commission de football et en suite du rapport de l'arbitre désigné par la Commission. Tous les matches de championnat se feront, en outre, sous le contrôle d'un membre délégué du Comité.: [58, 706, 333, 886]
- passif-total: Fr. 1.694.972.934 77: [1179, 966, 1431, 982]
- paragraph: Lettre de F. C. R. L. et du R. C. B., transmettant la liste de leurs joueurs. Ces listes sont visées à cette date.: [58, 354, 333, 396]
- table-row: [1179, 899, 1431, 912]
- paragraph: L'Union Sportive Dijonnaise, vient de fixer son cross interclubs annuel au 20 janvier prochain, mais cette épreuve qui obtient toujours un grand succès, par suite de la participation des Clubs de Paris, Lyon, Chalon, Beaune, etc., vient d'être fixé à la même date, que le Challenge Aycaguer, lequel doit se disputer à Lyon, et dont en ce moment, le R.C.L. est détenteur. Il est donc probable que les Lyonnais, voulant défendre leurs chances dans le challenge, s'abstiendront d'aller à Dijon, cette année ; ce qui serait fort regrettable.: [890, 407, 1165, 574]
- paragraph: GRENOBLE. — On sait depuis trop longtemps que le Stade et le Cercle Sportif se regardaient un peu trop comme chien et chat. Or M. de Lamorte-Félines qui vient d'être réélu président du Stade, voudrait à tout prix faire cesser cet état de chose préjudiciable à tous. Il vient de décider les sociétés rivales à jouer demain une partie d'entraînement entre leurs équipes premières et secondes ; les équipes premières sur le terrain du Cercle à l'octroi du cours St-André et les équipes secondes sur le terrain du Stade à la Tronche.: [335, 329, 605, 496]
- row-value: Fr. 121.068.745 30: [1343, 694, 1414, 733]
- row-value: 155.869.407 55: [1341, 772, 1431, 785]
- table-row: [1179, 785, 1431, 811]
- section-heading: Racing-Club de Lyon.: [958, 711, 1097, 726]
- ad-subtitle: TRAVAUX ARTISTIQUES: [1213, 1392, 1397, 1408]
- signature: N. M.: [902, 323, 934, 337]
- paragraph: Six coureurs y ont pris part et font espérer que le R.-C. L. mettra encore en ligne, cette année, une bonne équipe de cross. Le Comité du Racing, qui ne néglige rien pour l'encouragement du cross-country, enverra, en janvier prochain, son équipe à Grenoble et à Dijon et, probablement, le 10 mars prochain, à Paris.: [890, 786, 1165, 897]
- row-label: Espèces en caisse et dans les banques...: [1179, 694, 1337, 720]
- table-row: [1179, 1694, 1431, 1707]
- paragraph: CIRQUE RANCY. — MM. Rancy offrent toujours au nombreux public qui se presse dans le vaste hippodrome de la rue Moncey un programme des mieux choisis. Nous notons tout particulièrement les Sylvas, excentriques ; les sauteurs Hughes et Matthews, le Cosmographe Farand, les Luis-Luis dans leur amusante leçon de gymnastique.: [1170, 395, 1440, 506]
- credit-lyonnais-ad: [1170, 576, 1440, 1055]
- paragraph: SAINT-ETIENNE. — Match de Tournon contre Saint-Etienne. — Demain aura lieu, à St Etienne, le match conclu entre les équipes premières de l'U. S. L. S. T. et de la Sportive du Lycée de Tournon.: [335, 1542, 605, 1611]
- ad-city: LYON: [1279, 1419, 1331, 1439]
- subscriptions-heading: SOUSCRIPTIONS RÉALISÉES: [1221, 1681, 1389, 1693]
- passif-label: PASSIF: [1286, 861, 1324, 873]
- paragraph: Dans ces chiffres, le dernier trimestre figure pour une somme de 5.438.400 francs.: [1179, 1758, 1431, 1800]
- section-heading: SOCIÉTÉ SPORTIVE D'ÉTUDIANTS: [81, 1289, 310, 1304]
- paragraph: Assemblée générale. — Dans sa réunion générale annuelle tenue dimanche dernier, 2 décembre, sous la présidence de M. de Lamorte-Félines, le Comité des Alpes a réélu comme suit, son bureau pour 1901 :: [58, 2083, 333, 2152]
- row-label: Immeubles: [1179, 811, 1239, 824]
- ad-title: LA MUTUELLE NATIONALE: [1180, 1462, 1430, 1482]
- paragraph: Etaient représentés à cette réunion : Le Lycée de Grenoble, le Cercle Sportif Grenoblois, le Stade Grenoblois, le Lycée de Chambéry, l'Union Sportive Chambérienne, l'Union Sportive du Lycée de Tournon et l'Union Sportive Saint-Marcellinoise.: [335, 198, 605, 281]
- section-title: Dans les Alpes: [695, 679, 800, 696]
- row-label: Comptes courants: [1179, 759, 1277, 772]
- paragraph: THÉATRE-BOUFFES DE LA SCALA. — Mam'zelle Nitouche, opérette qui sera donnée haut fois seulement avec Mme Moaly, du théâtre des Variétés.: [1170, 250, 1440, 306]
- courses-title: Courses à Pied et Cross-Country: [890, 345, 1165, 401]
- ad-subtitle: Bilan au 31 Octobre 1900: [1239, 666, 1371, 678]
- paragraph: Nous félicitons vivement M. de Lamortes-Félines de son idée conciliante et nous engageons toutes les sociétés en discorde à l'imiter. Le sport ne pourra qu'y gagner. Puisses fois le Stade et le Cercle avaient tenté un rapprochement mais sans y parvenir. Cette fois réussiront-ils ? Nous le souhaitons vivement.: [335, 499, 605, 610]
- paragraph: L'équipe du lycée de St-Etienne a été cette année entièrement remaniée. Quoique composée en partie de nouveaux joueurs, principalement parmi les avants, elle saura se montrer à la hauteur de sa tâche, en se défendant honorablement.: [335, 1715, 605, 1798]
- ad-address: 116, avenue de Saxe, 116: [1239, 1407, 1371, 1419]
- paragraph: Comme on le voit, c'est un résultat peu brillant, si l'on considère que le Racing possède près de cent membres. Mais, aussi, pourquoi la commission de courses à pied du R.-C. B. ne s'occupe-t-elle pas mieux de son affaire ? Il y a certainement un peu plus d'activité à montrer en ce moment où nous sommes en pleine période d'entraînement.: [890, 1287, 1165, 1399]
- paragraph: M. Motte est prié de faire parvenir au plus tôt au Comité les prix de la réunion du Challenge d'Automne.: [58, 516, 333, 558]
- paragraph: Président, M. Fernand Lœuffer ; vice-président, M. Francis Dides ; secrétaire, M. Ajax Velluz ; trésorier, M. Augustin Joubert ; membres, MM. Chaboud Joseph et Maison Arthur ; capitaine de football : M. Armand Tissot.: [58, 1976, 333, 2060]
- subscriptions-total: au 30 septembre 1900 46.424.700: [1179, 1744, 1431, 1760]
- certification: CERTIFIÉ CONFORME AUX ÉCRITURES :: [1196, 988, 1414, 1000]
- paragraph: Saint-Etienne. — Arrière : Perrussel ; trois-quarts : Chosson, Dubar, Russin (cap.), Perrier ; demis : Bonjour, Lavoir ; avants : Maëz, Dulac, Bouchet, Sloppin, Martin, A. Robert, C. Robert, Arragon.: [335, 1890, 605, 1960]
- row-value: 167.293.458 85: [1341, 746, 1431, 759]
- table-row: [1179, 733, 1431, 746]
- row-label: Actions, Bons, Obligations, Rentes: [1179, 785, 1324, 811]
